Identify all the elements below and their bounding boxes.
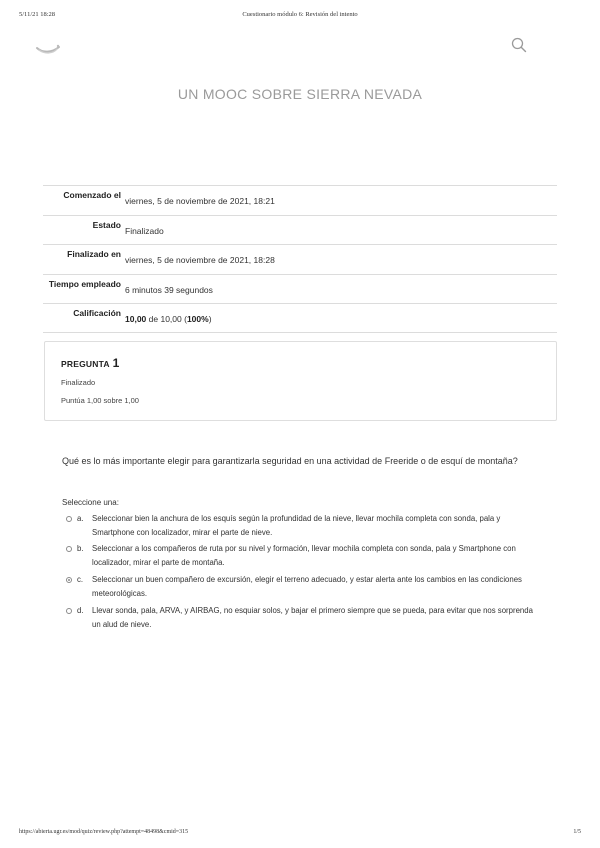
option-text: Seleccionar bien la anchura de los esquís según la profundidad de la nieve, llevar mochila completa con sonda, pala y Smartphone con localizador, mirar el parte de nieve.	[92, 514, 501, 537]
summary-row-time-taken	[43, 274, 557, 304]
grade-of-text: de 10,00 (	[148, 314, 187, 324]
summary-value: Finalizado	[125, 225, 164, 236]
summary-label: Estado	[92, 219, 121, 230]
logo-icon[interactable]	[34, 40, 62, 56]
option-letter: a.	[77, 514, 84, 523]
summary-row-grade	[43, 303, 557, 333]
search-icon[interactable]	[511, 37, 527, 53]
summary-value: viernes, 5 de noviembre de 2021, 18:28	[125, 255, 275, 265]
option-letter: d.	[77, 606, 84, 615]
print-page-title: Cuestionario módulo 6: Revisión del intento	[242, 11, 358, 18]
print-datetime: 5/11/21 18:28	[19, 11, 56, 18]
option-text: Llevar sonda, pala, ARVA, y AIRBAG, no esquiar solos, y bajar el primero siempre que se pueda, para evitar que nos sorprenda un alud de nieve.	[92, 606, 533, 629]
print-url: https://abierta.ugr.es/mod/quiz/review.php?attempt=48498&cmid=315	[19, 829, 189, 835]
option-letter: c.	[77, 575, 84, 584]
attempt-summary-table	[43, 185, 557, 333]
radio-button-selected[interactable]	[66, 577, 72, 583]
radio-button[interactable]	[66, 516, 72, 522]
summary-label: Calificación	[73, 308, 121, 318]
summary-value: 6 minutos 39 segundos	[125, 284, 213, 295]
option-text: Seleccionar un buen compañero de excursión, elegir el terreno adecuado, y estar alerta ante los cambios en las condiciones meteorológicas.	[92, 575, 522, 598]
option-text: Seleccionar a los compañeros de ruta por su nivel y formación, llevar mochila completa con sonda, pala y Smartphone con localizador, mirar el parte de montaña.	[92, 544, 516, 567]
grade-close: )	[208, 314, 212, 324]
answer-prompt: Seleccione una:	[62, 498, 119, 507]
grade-percent: 100%	[186, 314, 209, 324]
question-number	[61, 356, 120, 370]
question-label: PREGUNTA	[61, 359, 110, 369]
question-grade: Puntúa 1,00 sobre 1,00	[61, 396, 139, 405]
summary-row-finished	[43, 244, 557, 274]
question-text: Qué es lo más importante elegir para garantizarla seguridad en una actividad de Freeride o de esquí de montaña?	[62, 456, 518, 466]
print-page-number: 1/5	[573, 829, 581, 835]
site-title[interactable]: UN MOOC SOBRE SIERRA NEVADA	[177, 86, 423, 102]
summary-row-state	[43, 215, 557, 245]
summary-label: Tiempo empleado	[48, 278, 121, 289]
grade-score: 10,00	[125, 314, 147, 324]
summary-label: Comenzado el	[63, 190, 121, 200]
print-header	[19, 11, 581, 21]
option-letter: b.	[77, 544, 84, 553]
summary-label: Finalizado en	[67, 249, 121, 259]
grade-value	[121, 304, 212, 332]
question-info-box	[44, 341, 557, 421]
question-number-value: 1	[112, 356, 120, 370]
summary-row-started	[43, 185, 557, 215]
question-state: Finalizado	[61, 378, 96, 387]
summary-value: viernes, 5 de noviembre de 2021, 18:21	[125, 196, 275, 206]
radio-button[interactable]	[66, 546, 72, 552]
print-footer	[19, 829, 581, 839]
radio-button[interactable]	[66, 608, 72, 614]
